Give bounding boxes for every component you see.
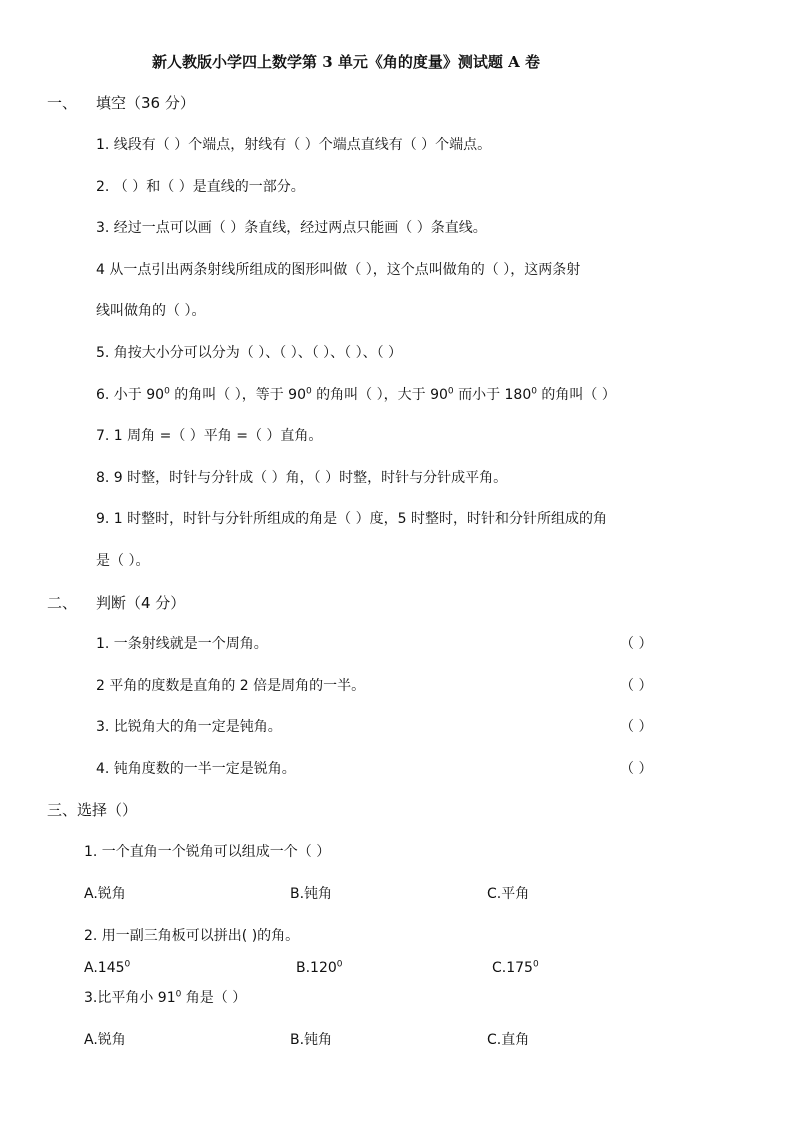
judge-answer-parens-3: （ ） bbox=[620, 719, 653, 735]
section-1-number: 一、 bbox=[47, 94, 78, 112]
degree-mark: 0 bbox=[336, 959, 343, 970]
degree-mark: 0 bbox=[531, 386, 537, 397]
judge-answer-parens-1: （ ） bbox=[620, 636, 653, 652]
choice-question-1: 1. 一个直角一个锐角可以组成一个（ ） bbox=[84, 844, 331, 860]
fill-question-4-line-2: 线叫做角的（ ）。 bbox=[96, 303, 206, 319]
choice-3-option-a: A.锐角 bbox=[84, 1032, 126, 1048]
choice-question-3: 3.比平角小 $91^0$ 角是（ ） bbox=[84, 989, 247, 1006]
degree-mark: 0 bbox=[164, 386, 170, 397]
judge-item-1: 1. 一条射线就是一个周角。 bbox=[96, 636, 268, 652]
fill-question-6: 6. 小于 $90^0$ 的角叫（ ），等于 $90^0$ 的角叫（ ），大于 $90^0$ 而小于 $180^0$ 的角叫（ ） bbox=[96, 386, 616, 403]
choice-1-option-b: B.钝角 bbox=[290, 886, 333, 902]
choice-2-option-b: B.120$^0$ bbox=[296, 959, 343, 976]
degree-mark: 0 bbox=[175, 989, 182, 1000]
degree-mark: 0 bbox=[124, 959, 131, 970]
fill-question-3: 3. 经过一点可以画（ ）条直线，经过两点只能画（ ）条直线。 bbox=[96, 220, 487, 236]
judge-item-3: 3. 比锐角大的角一定是钝角。 bbox=[96, 719, 282, 735]
section-2-number: 二、 bbox=[47, 594, 78, 612]
choice-question-2: 2. 用一副三角板可以拼出( )的角。 bbox=[84, 928, 300, 944]
degree-mark: 0 bbox=[532, 959, 539, 970]
choice-2-option-c: C.175$^0$ bbox=[492, 959, 539, 976]
page-title: 新人教版小学四上数学第 3 单元《角的度量》测试题 A 卷 bbox=[152, 53, 540, 71]
section-3-heading: 三、选择（） bbox=[47, 801, 138, 819]
fill-question-4-line-1: 4 从一点引出两条射线所组成的图形叫做（ ），这个点叫做角的（ ），这两条射 bbox=[96, 262, 581, 278]
choice-3-option-c: C.直角 bbox=[487, 1032, 530, 1048]
choice-2-option-a: A.145$^0$ bbox=[84, 959, 131, 976]
degree-mark: 0 bbox=[447, 386, 454, 397]
degree-mark: 0 bbox=[305, 386, 312, 397]
fill-question-7: 7. 1 周角 =（ ）平角 =（ ）直角。 bbox=[96, 428, 323, 444]
choice-3-option-b: B.钝角 bbox=[290, 1032, 333, 1048]
judge-item-2: 2 平角的度数是直角的 2 倍是周角的一半。 bbox=[96, 678, 366, 694]
choice-1-option-c: C.平角 bbox=[487, 886, 530, 902]
section-2-heading: 判断（4 分） bbox=[96, 594, 186, 612]
fill-question-9-line-2: 是（ ）。 bbox=[96, 553, 150, 569]
fill-question-2: 2. （ ）和（ ）是直线的一部分。 bbox=[96, 179, 305, 195]
judge-answer-parens-4: （ ） bbox=[620, 761, 653, 777]
fill-question-5: 5. 角按大小分可以分为（ ）、（ ）、（ ）、（ ）、（ ） bbox=[96, 345, 403, 361]
fill-question-1: 1. 线段有（ ）个端点，射线有（ ）个端点直线有（ ）个端点。 bbox=[96, 137, 492, 153]
section-1-heading: 填空（36 分） bbox=[96, 94, 195, 112]
judge-answer-parens-2: （ ） bbox=[620, 678, 653, 694]
fill-question-8: 8. 9 时整，时针与分针成（ ）角，（ ）时整，时针与分针成平角。 bbox=[96, 470, 508, 486]
fill-question-9-line-1: 9. 1 时整时，时针与分针所组成的角是（ ）度，5 时整时，时针和分针所组成的角 bbox=[96, 511, 607, 527]
judge-item-4: 4. 钝角度数的一半一定是锐角。 bbox=[96, 761, 296, 777]
choice-1-option-a: A.锐角 bbox=[84, 886, 126, 902]
